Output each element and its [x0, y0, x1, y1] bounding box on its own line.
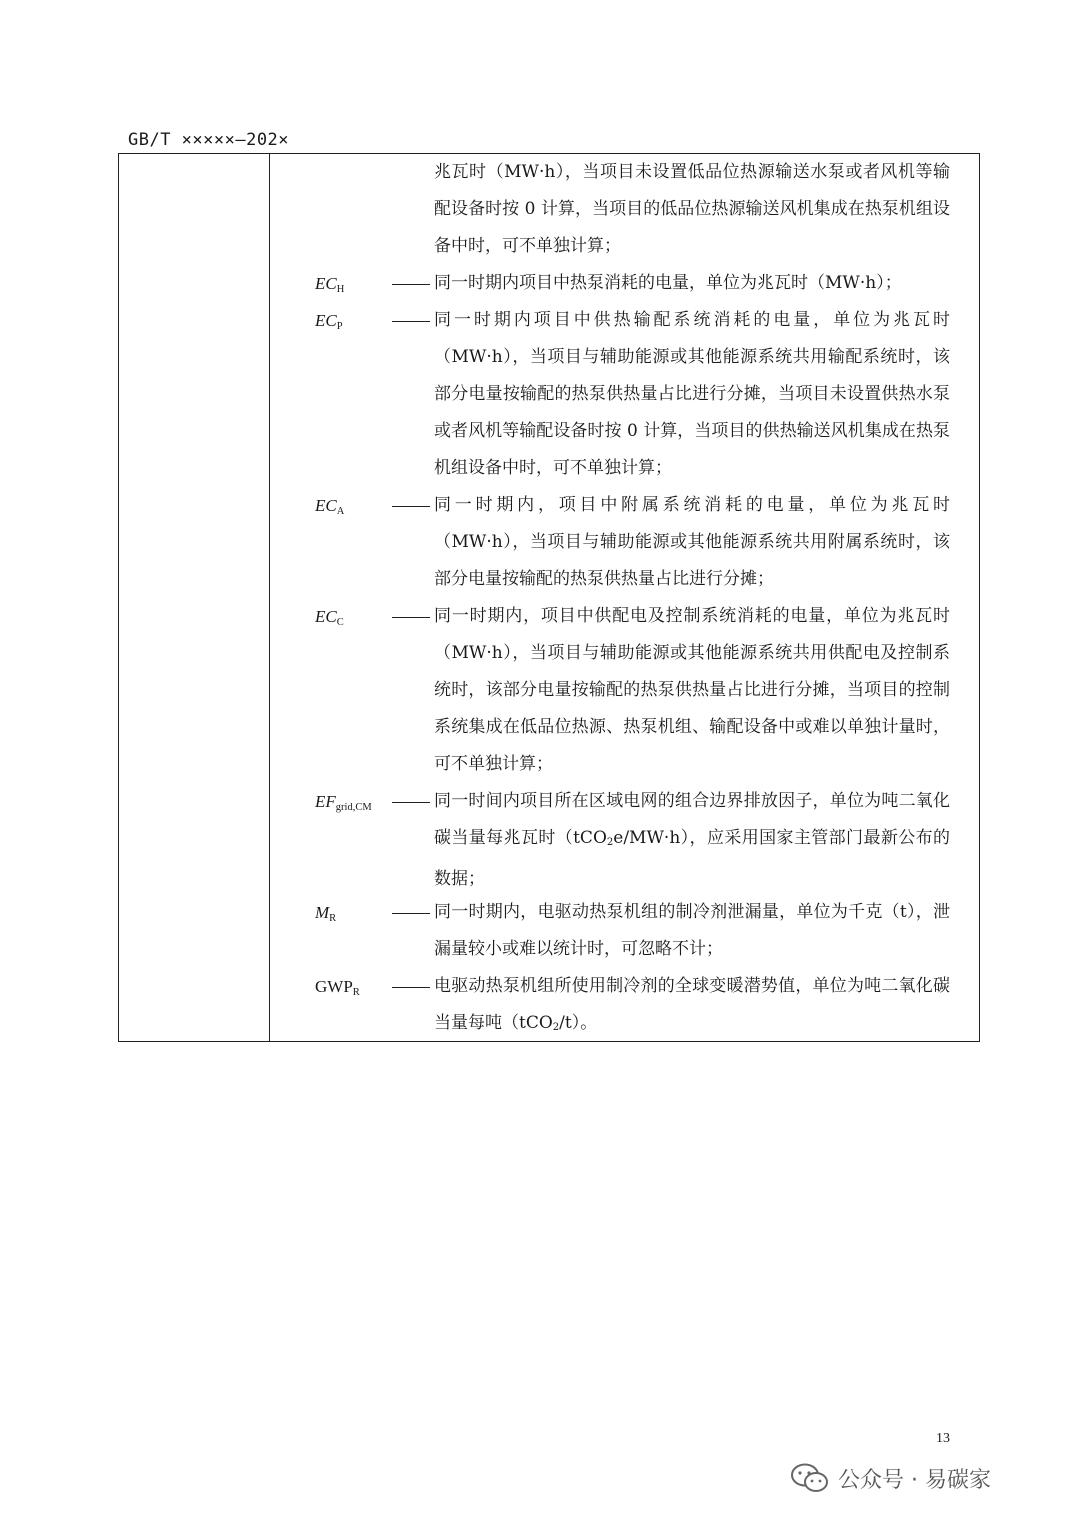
symbol: $EC_H$ — [315, 274, 345, 295]
em-dash — [392, 783, 432, 820]
definition-text: 同一时间内项目所在区域电网的组合边界排放因子，单位为吨二氧化碳当量每兆瓦时（tCO$_2$e/MW·h），应采用国家主管部门最新公布的数据； — [434, 791, 950, 889]
definition-text: 同一时期内项目中供热输配系统消耗的电量，单位为兆瓦时（MW·h），当项目与辅助能源或其他能源系统共用输配系统时，该部分电量按输配的热泵供热量占比进行分摊，当项目未设置供热水泵或者风机等输配设备时按 0 计算，当项目的供热输送风机集成在热泵机组设备中时，可不单独计算； — [434, 310, 950, 478]
em-dash — [392, 598, 432, 635]
symbol: $GWP_R$ — [315, 977, 360, 998]
definition-text: 电驱动热泵机组所使用制冷剂的全球变暖潜势值，单位为吨二氧化碳当量每吨（tCO$_2$/t）。 — [434, 976, 950, 1033]
standard-code: GB/T ×××××—202× — [128, 130, 290, 150]
symbol: $EC_A$ — [315, 496, 345, 517]
em-dash — [392, 894, 432, 931]
definition-text: 同一时期内项目中热泵消耗的电量，单位为兆瓦时（MW·h）； — [434, 273, 902, 293]
definition-text: 同一时期内，电驱动热泵机组的制冷剂泄漏量，单位为千克（t），泄漏量较小或难以统计时，可忽略不计； — [434, 902, 950, 959]
symbol: $EC_P$ — [315, 311, 343, 332]
em-dash — [392, 968, 432, 1005]
wechat-watermark — [790, 1462, 991, 1494]
symbol: $EF_{grid,CM}$ — [315, 792, 372, 813]
em-dash — [392, 487, 432, 524]
em-dash — [392, 265, 432, 302]
definition-text: 同一时期内，项目中供配电及控制系统消耗的电量，单位为兆瓦时（MW·h），当项目与辅助能源或其他能源系统共用供配电及控制系统时，该部分电量按输配的热泵供热量占比进行分摊，当项目的控制系统集成在低品位热源、热泵机组、输配设备中或难以单独计量时，可不单独计算； — [434, 606, 950, 774]
definition-text: 同一时期内，项目中附属系统消耗的电量，单位为兆瓦时（MW·h），当项目与辅助能源或其他能源系统共用附属系统时，该部分电量按输配的热泵供热量占比进行分摊； — [434, 495, 950, 589]
continuation-text: 兆瓦时（MW·h），当项目未设置低品位热源输送水泵或者风机等输配设备时按 0 计算，当项目的低品位热源输送风机集成在热泵机组设备中时，可不单独计算； — [434, 162, 950, 256]
definitions-table — [118, 153, 980, 1042]
symbol: $EC_C$ — [315, 607, 344, 628]
wechat-icon — [790, 1462, 830, 1494]
symbol: $M_R$ — [315, 903, 337, 924]
column-divider — [269, 154, 270, 1041]
em-dash — [392, 302, 432, 339]
page-number: 13 — [936, 1431, 950, 1446]
watermark-text: 公众号 · 易碳家 — [838, 1467, 991, 1493]
